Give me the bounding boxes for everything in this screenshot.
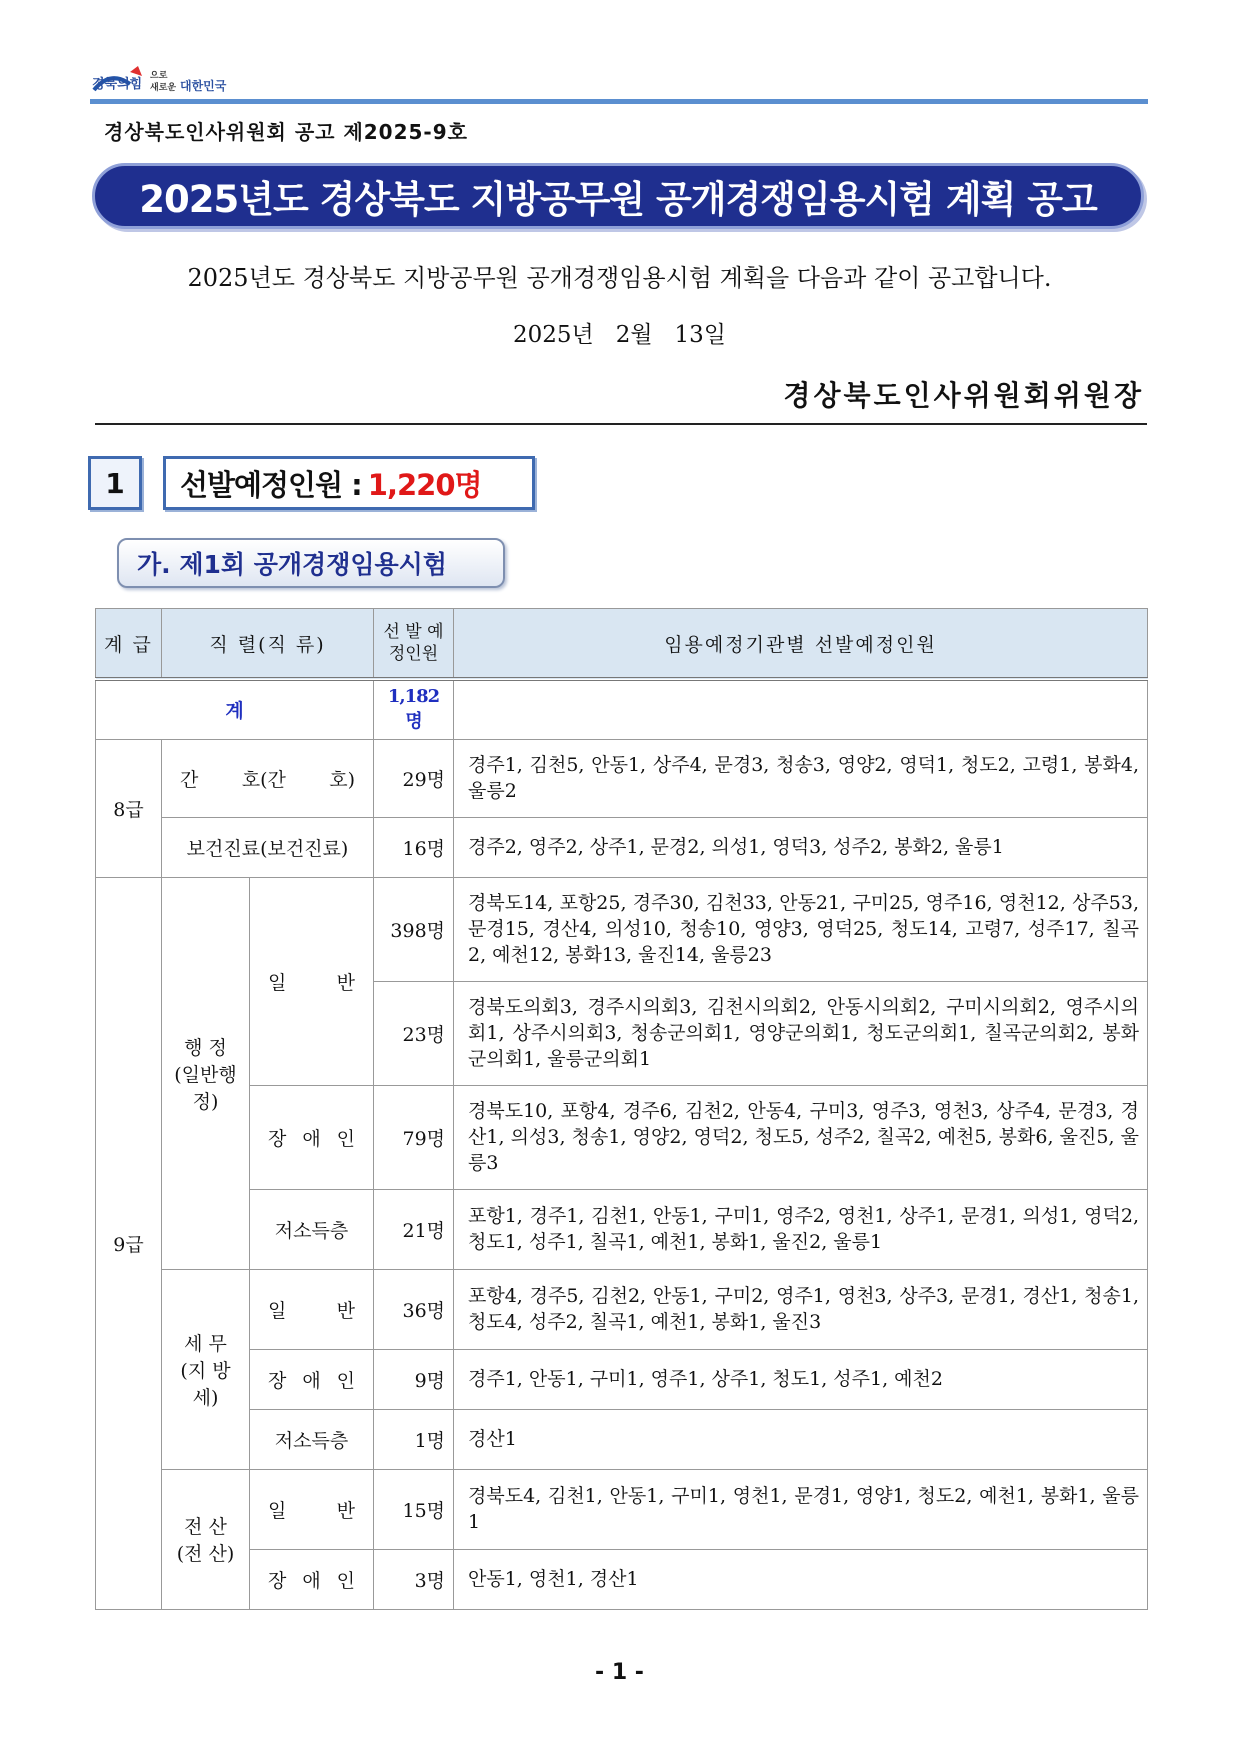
count-cell: 79명 [374, 1085, 454, 1189]
count-cell: 398명 [374, 877, 454, 981]
subsection-heading: 가. 제1회 공개경쟁임용시험 [117, 538, 505, 588]
grade-cell: 9급 [96, 877, 162, 1609]
table-row [96, 1349, 1148, 1409]
header-rule [90, 99, 1148, 104]
table-row [96, 1189, 1148, 1269]
subtype-cell: 일 반 [250, 877, 374, 1085]
count-cell: 1명 [374, 1409, 454, 1469]
logo-graphic [90, 62, 270, 102]
committee-signature: 경상북도인사위원회위원장 [783, 379, 1144, 412]
orgs-cell: 경북도14, 포항25, 경주30, 김천33, 안동21, 구미25, 영주16, 영천12, 상주53, 문경15, 경산4, 의성10, 청송10, 영양3, 영덕25, 청도14, 고령7, 성주17, 칠곡2, 예천12, 봉화13, 울진14, 울릉23 [454, 877, 1148, 981]
series-cell: 전 산 (전 산) [162, 1469, 250, 1609]
subtype-cell: 장 애 인 [250, 1349, 374, 1409]
series-cell: 간 호(간 호) [162, 739, 374, 817]
table-row [96, 1549, 1148, 1609]
orgs-cell: 경산1 [454, 1409, 1148, 1469]
orgs-cell: 경북도4, 김천1, 안동1, 구미1, 영천1, 문경1, 영양1, 청도2, 예천1, 봉화1, 울릉1 [454, 1469, 1148, 1549]
series-cell: 세 무 (지 방 세) [162, 1269, 250, 1469]
orgs-cell: 경주2, 영주2, 상주1, 문경2, 의성1, 영덕3, 성주2, 봉화2, 울릉1 [454, 817, 1148, 877]
logo [90, 62, 270, 102]
table-row [96, 1085, 1148, 1189]
count-cell: 16명 [374, 817, 454, 877]
svg-text:대한민국: 대한민국 [180, 79, 227, 93]
count-cell: 36명 [374, 1269, 454, 1349]
count-cell: 29명 [374, 739, 454, 817]
total-value: 1,182명 [374, 679, 454, 739]
svg-text:경북의힘: 경북의힘 [92, 77, 143, 92]
table-row [96, 1469, 1148, 1549]
subtype-cell: 일 반 [250, 1269, 374, 1349]
series-cell: 보건진료(보건진료) [162, 817, 374, 877]
table-row [96, 877, 1148, 981]
page-title: 2025년도 경상북도 지방공무원 공개경쟁임용시험 계획 공고 [139, 178, 1097, 221]
recruitment-table [95, 608, 1148, 1610]
header-orgs: 임용예정기관별 선발예정인원 [454, 609, 1148, 680]
section-heading [163, 456, 535, 510]
series-cell: 행 정 (일반행정) [162, 877, 250, 1269]
orgs-cell: 경주1, 안동1, 구미1, 영주1, 상주1, 청도1, 성주1, 예천2 [454, 1349, 1148, 1409]
count-cell: 21명 [374, 1189, 454, 1269]
orgs-cell: 경주1, 김천5, 안동1, 상주4, 문경3, 청송3, 영양2, 영덕1, 청도2, 고령1, 봉화4, 울릉2 [454, 739, 1148, 817]
count-cell: 23명 [374, 981, 454, 1085]
section-number: 1 [88, 456, 142, 510]
svg-text:새로운: 새로운 [150, 83, 177, 93]
orgs-cell: 포항1, 경주1, 김천1, 안동1, 구미1, 영주2, 영천1, 상주1, 문경1, 의성1, 영덕2, 청도1, 성주1, 칠곡1, 예천1, 봉화1, 울진2, 울릉1 [454, 1189, 1148, 1269]
orgs-cell: 포항4, 경주5, 김천2, 안동1, 구미2, 영주1, 영천3, 상주3, 문경1, 경산1, 청송1, 청도4, 성주2, 칠곡1, 예천1, 봉화1, 울진3 [454, 1269, 1148, 1349]
count-cell: 15명 [374, 1469, 454, 1549]
table-row-total [96, 679, 1148, 739]
table-row [96, 1269, 1148, 1349]
orgs-cell: 경북도10, 포항4, 경주6, 김천2, 안동4, 구미3, 영주3, 영천3, 상주4, 문경3, 경산1, 의성3, 청송1, 영양2, 영덕2, 청도5, 성주2, 칠곡2, 예천5, 봉화6, 울진5, 울릉3 [454, 1085, 1148, 1189]
subtype-cell: 일 반 [250, 1469, 374, 1549]
intro-text: 2025년도 경상북도 지방공무원 공개경쟁임용시험 계획을 다음과 같이 공고합니다. [187, 264, 1052, 292]
notice-number: 경상북도인사위원회 공고 제2025-9호 [104, 120, 468, 144]
notice-date: 2025년 2월 13일 [513, 322, 726, 348]
svg-text:으로: 으로 [150, 71, 168, 81]
title-banner [92, 163, 1144, 229]
table-row [96, 817, 1148, 877]
total-label: 계 [96, 679, 374, 739]
subtype-cell: 저소득층 [250, 1189, 374, 1269]
grade-cell: 8급 [96, 739, 162, 877]
signature-rule [95, 423, 1147, 425]
table-row [96, 1409, 1148, 1469]
header-grade: 계 급 [96, 609, 162, 680]
header-series: 직 렬(직 류) [162, 609, 374, 680]
header-planned: 선 발 예정인원 [374, 609, 454, 680]
orgs-cell: 경북도의회3, 경주시의회3, 김천시의회2, 안동시의회2, 구미시의회2, 영주시의회1, 상주시의회3, 청송군의회1, 영양군의회1, 청도군의회1, 칠곡군의회2, 봉화군의회1, 울릉군의회1 [454, 981, 1148, 1085]
subtype-cell: 장 애 인 [250, 1085, 374, 1189]
count-cell: 9명 [374, 1349, 454, 1409]
subtype-cell: 저소득층 [250, 1409, 374, 1469]
count-cell: 3명 [374, 1549, 454, 1609]
table-row [96, 739, 1148, 817]
table-header-row [96, 609, 1148, 680]
subtype-cell: 장 애 인 [250, 1549, 374, 1609]
section-label: 선발예정인원 : [180, 467, 362, 502]
orgs-cell: 안동1, 영천1, 경산1 [454, 1549, 1148, 1609]
page-number: - 1 - [595, 1660, 644, 1685]
section-count: 1,220명 [367, 467, 482, 502]
